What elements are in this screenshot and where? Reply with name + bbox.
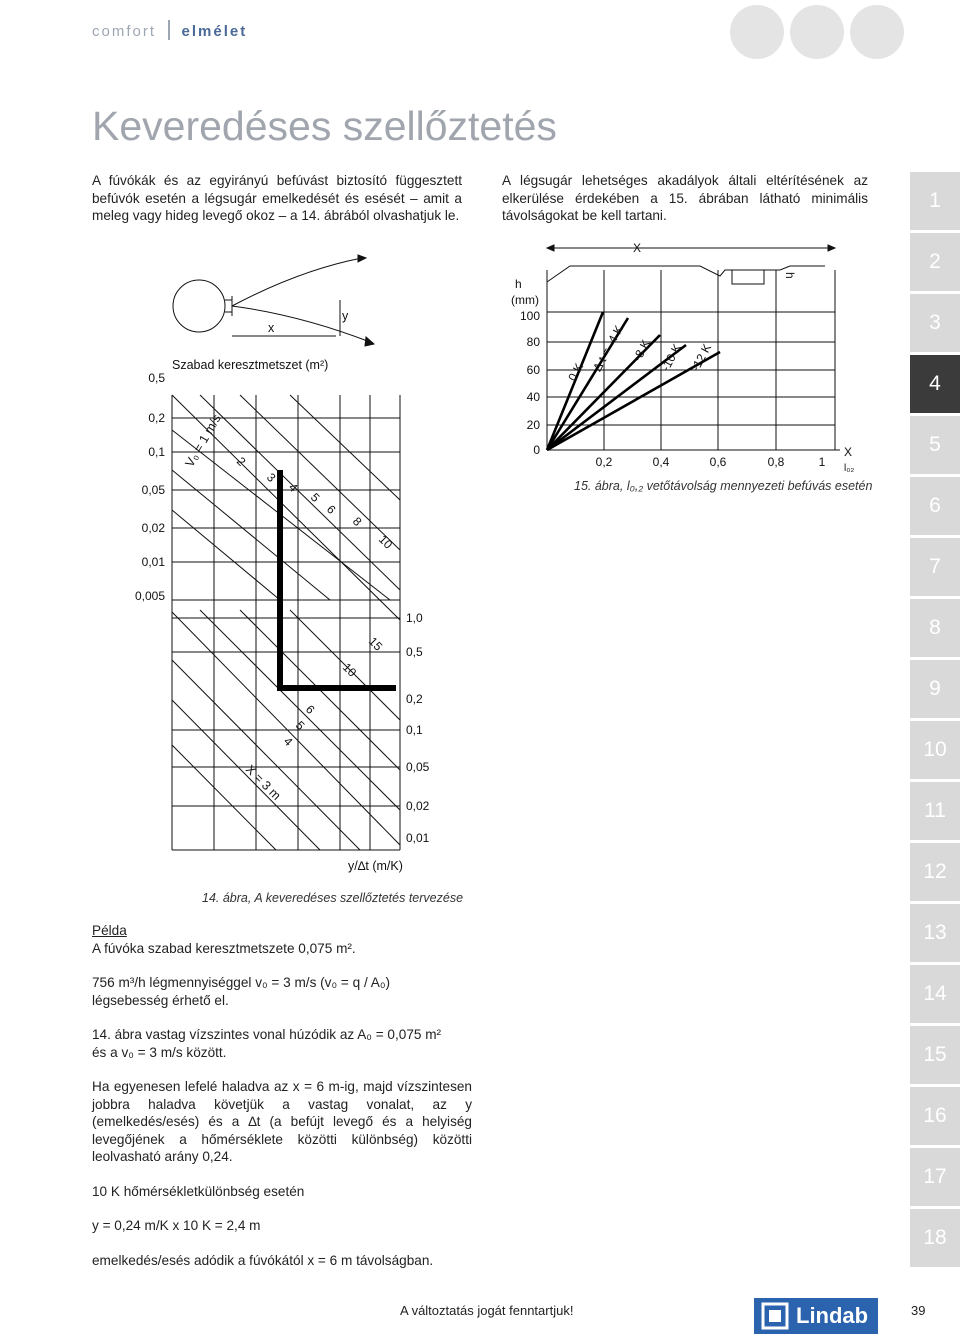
yt-tick-label: 0,01 [406, 831, 430, 845]
yt-tick-label: 0,1 [406, 723, 423, 737]
h-tick-label: 40 [526, 390, 540, 404]
distance-label: 10 [339, 660, 360, 680]
intro-right: A légsugár lehetséges akadályok általi eltérítésének az elkerülése érdekében a 15. ábrában látható minimális távolságokat be kell tartani. [502, 173, 868, 223]
mm-label: (mm) [511, 293, 539, 307]
tab-12[interactable]: 12 [910, 843, 960, 901]
decor-circle [730, 5, 784, 59]
x-tick-label: 0,2 [595, 455, 613, 469]
logo-text: Lindab [796, 1303, 869, 1328]
h-top-label: h [783, 272, 797, 279]
distance-label: 6 [302, 702, 318, 717]
distance-label: 15 [365, 634, 386, 654]
velocity-label: 2 [233, 454, 249, 469]
page-number: 39 [911, 1303, 926, 1318]
h-label: h [515, 277, 522, 291]
h-tick-label: 60 [526, 363, 540, 377]
temperature-line-label: 0 K [565, 360, 587, 384]
temperature-line-label: ∆ t = -4 K [590, 322, 626, 374]
area-tick-label: 0,2 [148, 411, 165, 425]
v0-label: V₀ = 1 m/s [182, 411, 224, 470]
area-tick-label: 0,02 [141, 521, 165, 535]
page-title: Keveredéses szellőztetés [92, 103, 557, 150]
x-tick-label: 0,8 [767, 455, 785, 469]
tab-18[interactable]: 18 [910, 1209, 960, 1267]
lindab-logo [754, 1298, 878, 1334]
example-path [280, 470, 396, 688]
tab-10[interactable]: 10 [910, 721, 960, 779]
tab-15[interactable]: 15 [910, 1026, 960, 1084]
section-name: elmélet [181, 23, 248, 40]
example-line4: 10 K hőmérsékletkülönbség esetén [92, 1183, 305, 1199]
example-line1: A fúvóka szabad keresztmetszete 0,075 m². [92, 940, 356, 956]
temperature-line-label: -8 K [630, 337, 653, 364]
example-line3b: és a v₀ = 3 m/s között. [92, 1044, 227, 1060]
h-tick-label: 0 [533, 443, 540, 457]
brand-header [92, 20, 247, 40]
example-block [92, 922, 472, 1269]
area-tick-label: 0,05 [141, 483, 165, 497]
area-tick-label: 0,5 [148, 371, 165, 385]
footer-note: A változtatás jogát fenntartjuk! [400, 1303, 574, 1318]
tab-16[interactable]: 16 [910, 1087, 960, 1145]
temperature-line-label: -12 K [688, 341, 715, 374]
h-tick-label: 20 [526, 418, 540, 432]
temperature-line-label: -10 K [658, 341, 685, 374]
example-line2b: légsebesség érhető el. [92, 992, 229, 1008]
lindab-logo-icon [760, 1301, 790, 1331]
tab-11[interactable]: 11 [910, 782, 960, 840]
tab-4[interactable]: 4 [910, 355, 960, 413]
distance-label: 4 [280, 734, 296, 749]
x-tick-label: 0,6 [709, 455, 727, 469]
area-tick-label: 0,005 [134, 589, 165, 603]
tab-2[interactable]: 2 [910, 233, 960, 291]
tab-8[interactable]: 8 [910, 599, 960, 657]
yt-tick-label: 0,2 [406, 692, 423, 706]
example-line6: emelkedés/esés adódik a fúvókától x = 6 m távolságban. [92, 1252, 434, 1268]
tab-6[interactable]: 6 [910, 477, 960, 535]
velocity-label: 6 [323, 502, 339, 517]
velocity-label: 8 [349, 514, 365, 529]
X-label: X [633, 241, 642, 255]
tab-1[interactable]: 1 [910, 172, 960, 230]
yt-tick-label: 1,0 [406, 611, 423, 625]
tab-14[interactable]: 14 [910, 965, 960, 1023]
x-label: x [268, 321, 275, 335]
example-line5: y = 0,24 m/K x 10 K = 2,4 m [92, 1218, 261, 1233]
h-tick-label: 80 [526, 335, 540, 349]
example-heading: Példa [92, 923, 127, 938]
x-tick-label: 0,4 [652, 455, 670, 469]
header-divider [168, 20, 170, 40]
decor-circle [790, 5, 844, 59]
area-label: Szabad keresztmetszet (m²) [172, 358, 329, 372]
x-tick-label: 1 [818, 455, 826, 469]
yt-tick-label: 0,5 [406, 645, 423, 659]
distance-label: 5 [292, 718, 308, 733]
x-unit-bottom: l₀₂ [844, 463, 855, 474]
figure-15-caption: 15. ábra, l₀,₂ vetőtávolság mennyezeti befúvás esetén [574, 479, 873, 493]
figure-15-diagram [500, 238, 870, 488]
example-para: Ha egyenesen lefelé haladva az x = 6 m-ig, majd vízszintesen jobbra haladva követjük a vastag vonalat, az y (emelkedés/esés) és a ∆t (a befújt levegő és a helyiség levegőjének a hőmérséklete közötti különbség) közötti leolvasható arány 0,24. [92, 1079, 472, 1164]
figure-14-caption: 14. ábra, A keveredéses szellőztetés tervezése [202, 891, 464, 905]
decor-circle [850, 5, 904, 59]
tab-9[interactable]: 9 [910, 660, 960, 718]
brand-name: comfort [92, 23, 157, 40]
yt-tick-label: 0,02 [406, 799, 430, 813]
tab-17[interactable]: 17 [910, 1148, 960, 1206]
yt-label: y/∆t (m/K) [348, 859, 403, 873]
velocity-label: 5 [307, 490, 323, 505]
nozzle-icon [173, 280, 225, 332]
tab-7[interactable]: 7 [910, 538, 960, 596]
y-label: y [342, 309, 349, 323]
example-line2a: 756 m³/h légmennyiséggel v₀ = 3 m/s (v₀ = q / A₀) [92, 975, 390, 990]
chapter-tabs [910, 172, 960, 1270]
x-unit-top: X [844, 445, 853, 459]
h-tick-label: 100 [519, 309, 540, 323]
example-line3a: 14. ábra vastag vízszintes vonal húzódik az A₀ = 0,075 m² [92, 1027, 442, 1042]
yt-tick-label: 0,05 [406, 760, 430, 774]
x3-label: X = 3 m [242, 762, 284, 803]
figure-14-diagram [110, 250, 470, 910]
area-tick-label: 0,01 [141, 555, 165, 569]
tab-3[interactable]: 3 [910, 294, 960, 352]
area-tick-label: 0,1 [148, 445, 165, 459]
velocity-label: 4 [285, 480, 301, 495]
intro-left: A fúvókák és az egyirányú befúvást biztosító függesztett befúvók esetén a légsugár emelkedését és esését – amit a meleg vagy hideg levegő okoz – a 14. ábrából olvashatjuk le. [92, 173, 462, 223]
velocity-label: 10 [375, 532, 396, 552]
tab-5[interactable]: 5 [910, 416, 960, 474]
velocity-label: 3 [263, 470, 279, 485]
tab-13[interactable]: 13 [910, 904, 960, 962]
